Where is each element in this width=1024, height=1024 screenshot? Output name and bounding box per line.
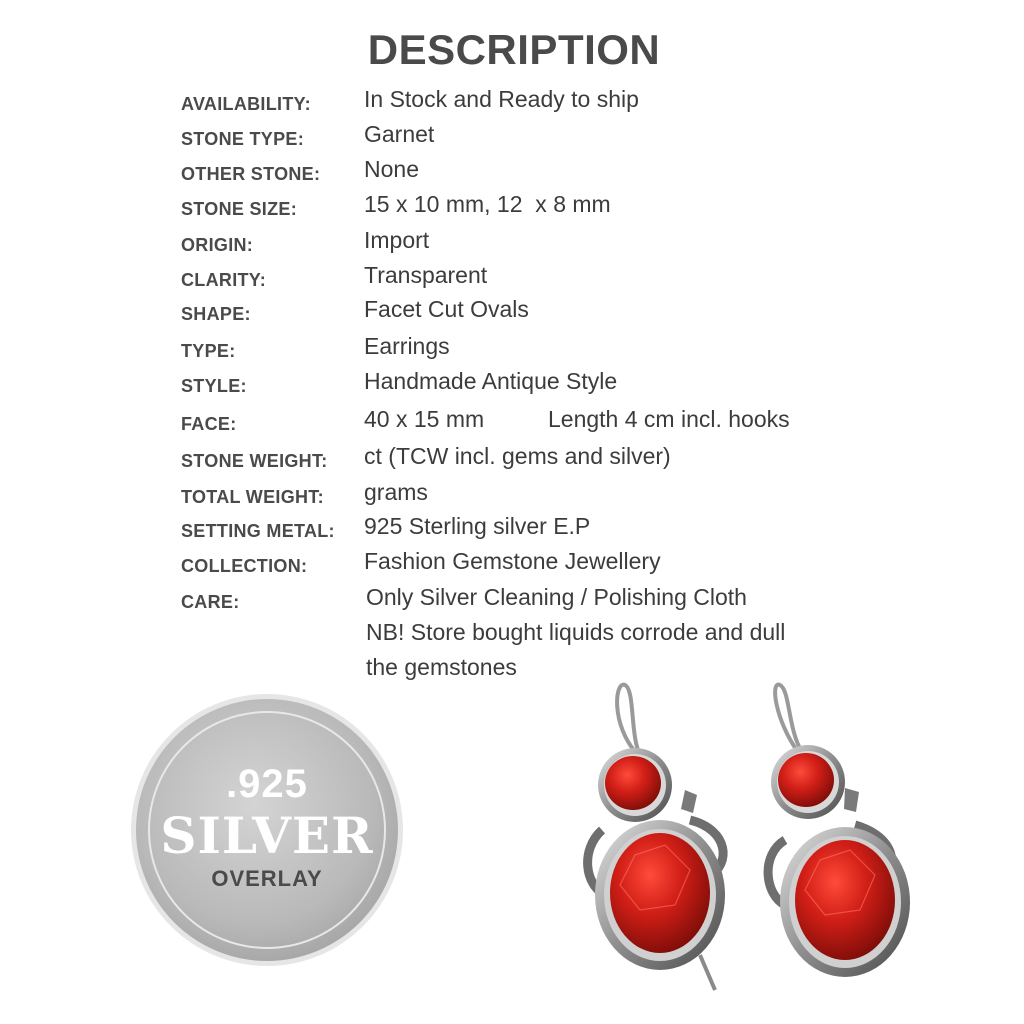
spec-row-collection <box>0 548 1024 580</box>
spec-row-face <box>0 406 1024 438</box>
spec-label: OTHER STONE: <box>181 164 321 184</box>
spec-row-origin <box>0 227 1024 259</box>
spec-value: Handmade Antique Style <box>364 368 618 394</box>
care-note-line: NB! Store bought liquids corrode and dull <box>366 619 786 645</box>
spec-value-extra: Length 4 cm incl. hooks <box>548 406 790 432</box>
spec-row-style <box>0 368 1024 400</box>
spec-label: ORIGIN: <box>181 235 254 255</box>
spec-value: Fashion Gemstone Jewellery <box>364 548 661 574</box>
spec-row-stone-type <box>0 121 1024 153</box>
spec-label: STONE SIZE: <box>181 199 297 219</box>
spec-label: SHAPE: <box>181 304 251 324</box>
spec-label: FACE: <box>181 414 237 434</box>
spec-label: AVAILABILITY: <box>181 94 311 114</box>
care-note-line: the gemstones <box>366 654 517 680</box>
spec-row-setting-metal <box>0 513 1024 545</box>
spec-value: grams <box>364 479 428 505</box>
spec-value: Facet Cut Ovals <box>364 296 529 322</box>
spec-row-type <box>0 333 1024 365</box>
spec-value: In Stock and Ready to ship <box>364 86 639 112</box>
spec-row-care <box>0 584 1024 616</box>
spec-label: COLLECTION: <box>181 556 308 576</box>
spec-value: Garnet <box>364 121 435 147</box>
spec-row-clarity <box>0 262 1024 294</box>
badge-purity: .925 <box>226 762 308 806</box>
right-earring <box>768 685 910 977</box>
badge-silver: SILVER <box>160 806 374 865</box>
spec-label: SETTING METAL: <box>181 521 335 541</box>
spec-value: 15 x 10 mm, 12 x 8 mm <box>364 191 611 217</box>
spec-value: None <box>364 156 419 182</box>
spec-label: CLARITY: <box>181 270 267 290</box>
spec-label: STONE TYPE: <box>181 129 304 149</box>
spec-label: TYPE: <box>181 341 236 361</box>
spec-row-stone-size <box>0 191 1024 223</box>
spec-value: 925 Sterling silver E.P <box>364 513 591 539</box>
spec-value: Earrings <box>364 333 450 359</box>
spec-value: ct (TCW incl. gems and silver) <box>364 443 671 469</box>
spec-row-stone-weight <box>0 443 1024 475</box>
spec-label: CARE: <box>181 592 240 612</box>
spec-value: Import <box>364 227 430 253</box>
spec-value: Only Silver Cleaning / Polishing Cloth <box>366 584 747 610</box>
spec-value: Transparent <box>364 262 488 288</box>
spec-label: STYLE: <box>181 376 247 396</box>
spec-row-availability <box>0 86 1024 118</box>
spec-row-total-weight <box>0 479 1024 511</box>
badge-overlay: OVERLAY <box>211 866 323 891</box>
spec-label: STONE WEIGHT: <box>181 451 328 471</box>
page-title: DESCRIPTION <box>367 26 661 73</box>
spec-label: TOTAL WEIGHT: <box>181 487 324 507</box>
left-earring <box>588 685 725 990</box>
spec-row-shape <box>0 296 1024 328</box>
spec-row-other-stone <box>0 156 1024 188</box>
spec-value: 40 x 15 mm <box>364 406 485 432</box>
earrings-image <box>580 680 930 1000</box>
